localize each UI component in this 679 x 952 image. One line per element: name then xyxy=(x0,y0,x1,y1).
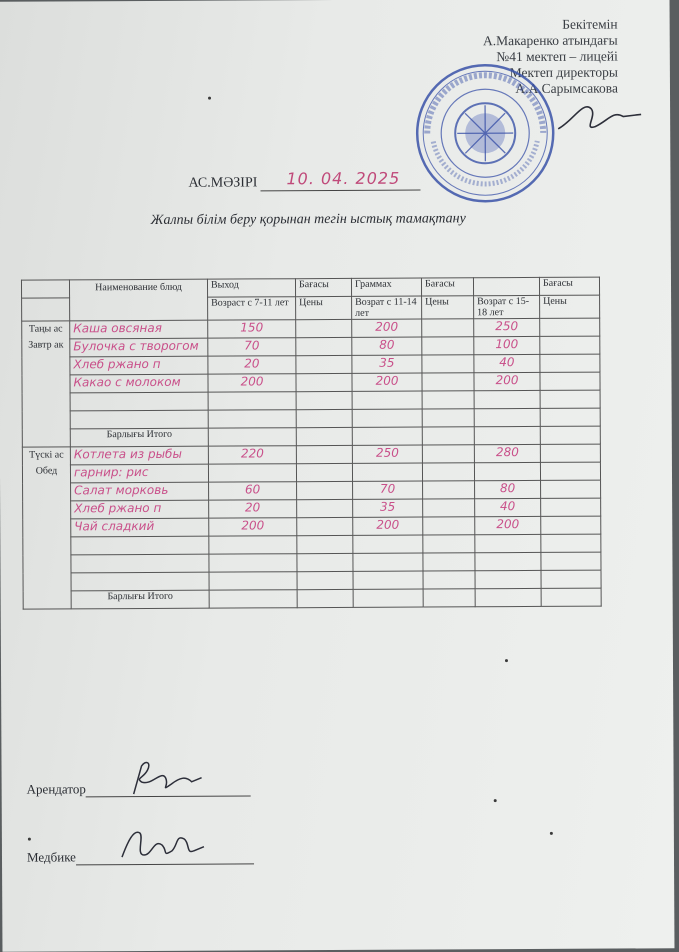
meal-header-cell xyxy=(21,280,69,298)
prices-header: Цены xyxy=(422,296,474,319)
amount-value: 70 xyxy=(211,338,292,353)
amount-value: 250 xyxy=(477,319,536,334)
amount-value: 200 xyxy=(355,320,418,335)
paper-speck xyxy=(505,659,508,662)
dish-name-cell xyxy=(70,374,208,393)
total-cell xyxy=(352,427,422,445)
amount-cell xyxy=(353,571,423,589)
amount-cell xyxy=(352,445,422,463)
amount-cell xyxy=(475,480,541,498)
menu-date: 10. 04. 2025 xyxy=(286,169,400,189)
amount-value: 80 xyxy=(355,338,418,353)
price-cell xyxy=(541,480,601,498)
meal-label: Таңы ас Завтр ак xyxy=(22,321,71,447)
dish-name: Хлеб ржано п xyxy=(74,501,161,515)
price-cell xyxy=(540,462,600,480)
amount-cell xyxy=(209,500,297,518)
amount-value: 70 xyxy=(356,482,419,497)
age-header: Возрат с 11-14 лет xyxy=(352,296,422,319)
amount-cell xyxy=(208,446,296,464)
dish-name-header: Наименование блюд xyxy=(69,279,207,321)
dish-name: гарнир: рис xyxy=(74,465,148,479)
price-cell xyxy=(423,517,475,535)
price-cell xyxy=(540,444,600,462)
dish-name-cell xyxy=(71,572,209,591)
paper-speck xyxy=(208,97,211,100)
amount-cell xyxy=(474,318,540,336)
amount-cell xyxy=(208,410,296,428)
amount-value: 20 xyxy=(212,500,293,515)
amount-value: 200 xyxy=(211,374,292,389)
total-cell xyxy=(423,589,475,607)
total-cell xyxy=(541,588,601,606)
approval-line: А.Макаренко атындағы xyxy=(483,33,618,50)
total-row xyxy=(23,588,601,609)
price-cell xyxy=(423,553,475,571)
amount-value: 200 xyxy=(355,374,418,389)
dish-name-cell xyxy=(71,482,209,501)
dish-name: Котлета из рыбы xyxy=(74,447,182,462)
amount-cell xyxy=(209,482,297,500)
price-cell xyxy=(422,355,474,373)
price-cell xyxy=(541,552,601,570)
dish-name: Хлеб ржано п xyxy=(73,357,160,371)
price-cell xyxy=(297,499,353,517)
total-cell xyxy=(474,426,540,444)
amount-cell xyxy=(352,337,422,355)
price-cell xyxy=(422,445,474,463)
dish-name-cell xyxy=(71,518,209,537)
price-cell xyxy=(540,408,600,426)
amount-cell xyxy=(353,553,423,571)
dish-name-cell xyxy=(70,392,208,411)
amount-value: 200 xyxy=(478,517,537,532)
amount-cell xyxy=(475,534,541,552)
price-cell xyxy=(422,409,474,427)
amount-cell xyxy=(353,499,423,517)
price-header: Бағасы xyxy=(421,278,473,296)
amount-cell xyxy=(474,372,540,390)
amount-cell xyxy=(474,444,540,462)
amount-cell xyxy=(209,518,297,536)
amount-value: 20 xyxy=(211,356,292,371)
menu-subtitle: Жалпы білім беру қорынан тегін ыстық тамақтану xyxy=(151,211,466,229)
official-seal-stamp xyxy=(413,61,559,207)
dish-name: Какао с молоком xyxy=(73,375,180,390)
price-cell xyxy=(296,391,352,409)
tenant-signature-icon xyxy=(121,756,211,801)
amount-value: 220 xyxy=(212,446,293,461)
price-cell xyxy=(297,535,353,553)
amount-cell xyxy=(352,355,422,373)
price-cell xyxy=(422,463,474,481)
amount-cell xyxy=(474,462,540,480)
price-cell xyxy=(297,553,353,571)
output-header: Выход xyxy=(207,279,295,297)
amount-cell xyxy=(209,554,297,572)
amount-cell xyxy=(475,516,541,534)
amount-cell xyxy=(353,481,423,499)
amount-value: 150 xyxy=(211,320,292,335)
total-label: Барлығы Итого xyxy=(70,428,208,447)
approval-line: Бекітемін xyxy=(483,17,618,34)
amount-value: 35 xyxy=(356,500,419,515)
menu-table xyxy=(21,277,602,610)
paper-speck xyxy=(494,799,497,802)
total-cell xyxy=(209,590,297,608)
price-cell xyxy=(540,390,600,408)
amount-value: 200 xyxy=(477,373,536,388)
price-cell xyxy=(296,355,352,373)
dish-name: Салат морковь xyxy=(74,483,168,497)
price-cell xyxy=(540,318,600,336)
price-cell xyxy=(297,571,353,589)
amount-cell xyxy=(352,409,422,427)
amount-cell xyxy=(474,336,540,354)
amount-cell xyxy=(208,338,296,356)
dish-name-cell xyxy=(71,554,209,573)
amount-value: 60 xyxy=(212,482,293,497)
amount-value: 40 xyxy=(477,355,536,370)
total-cell xyxy=(353,589,423,607)
paper-speck xyxy=(550,832,553,835)
dish-name-cell xyxy=(70,410,208,429)
amount-cell xyxy=(352,391,422,409)
amount-cell xyxy=(475,570,541,588)
total-cell xyxy=(297,589,353,607)
dish-name-cell xyxy=(70,446,208,465)
total-cell xyxy=(296,427,352,445)
amount-cell xyxy=(353,535,423,553)
price-cell xyxy=(296,445,352,463)
price-cell xyxy=(423,481,475,499)
price-header: Бағасы xyxy=(295,278,351,296)
dish-name: Булочка с творогом xyxy=(73,339,198,354)
dish-name-cell xyxy=(71,536,209,555)
amount-value: 35 xyxy=(355,356,418,371)
paper-speck xyxy=(28,838,31,841)
amount-value: 280 xyxy=(478,445,537,460)
dish-name-cell xyxy=(70,338,208,357)
price-cell xyxy=(541,570,601,588)
director-signature-icon xyxy=(553,90,643,140)
prices-header: Цены xyxy=(540,295,600,318)
dish-name-cell xyxy=(70,356,208,375)
total-label: Барлығы Итого xyxy=(71,590,209,609)
nurse-label: Медбике xyxy=(27,849,76,864)
grams-header: Граммах xyxy=(351,278,421,296)
price-cell xyxy=(296,463,352,481)
price-cell xyxy=(423,571,475,589)
price-cell xyxy=(423,499,475,517)
prices-header: Цены xyxy=(296,296,352,319)
price-cell xyxy=(296,409,352,427)
amount-cell xyxy=(208,464,296,482)
total-cell xyxy=(475,588,541,606)
approval-line: А.А.Сарымсакова xyxy=(483,81,618,98)
dish-name-cell xyxy=(70,320,208,339)
amount-cell xyxy=(474,390,540,408)
total-cell xyxy=(422,427,474,445)
nurse-signature-icon xyxy=(114,821,209,866)
approval-line: №41 мектеп – лицейі xyxy=(483,49,618,66)
price-cell xyxy=(422,337,474,355)
price-cell xyxy=(297,517,353,535)
amount-cell xyxy=(208,320,296,338)
blank-header xyxy=(473,277,539,295)
amount-cell xyxy=(209,536,297,554)
price-cell xyxy=(422,391,474,409)
price-cell xyxy=(296,373,352,391)
amount-value: 200 xyxy=(212,518,293,533)
amount-cell xyxy=(209,572,297,590)
amount-cell xyxy=(208,356,296,374)
amount-value: 40 xyxy=(478,499,537,514)
price-cell xyxy=(422,319,474,337)
menu-title-label: АС.МӘЗІРІ xyxy=(188,175,257,190)
amount-cell xyxy=(475,498,541,516)
amount-cell xyxy=(208,374,296,392)
amount-cell xyxy=(352,373,422,391)
price-cell xyxy=(297,481,353,499)
price-header: Бағасы xyxy=(539,277,599,295)
amount-cell xyxy=(475,552,541,570)
meal-header-cell xyxy=(22,298,70,321)
amount-value: 200 xyxy=(356,518,419,533)
amount-value: 80 xyxy=(478,481,537,496)
amount-value: 250 xyxy=(356,446,419,461)
price-cell xyxy=(541,534,601,552)
total-cell xyxy=(540,426,600,444)
dish-name-cell xyxy=(71,500,209,519)
tenant-label: Арендатор xyxy=(27,781,86,796)
amount-cell xyxy=(352,319,422,337)
dish-name: Каша овсяная xyxy=(73,321,162,335)
amount-cell xyxy=(208,392,296,410)
amount-value: 100 xyxy=(477,337,536,352)
price-cell xyxy=(541,516,601,534)
dish-name-cell xyxy=(70,464,208,483)
age-header: Возраст с 7-11 лет xyxy=(208,297,296,320)
price-cell xyxy=(540,354,600,372)
price-cell xyxy=(296,337,352,355)
price-cell xyxy=(423,535,475,553)
dish-name: Чай сладкий xyxy=(74,519,154,533)
price-cell xyxy=(422,373,474,391)
price-cell xyxy=(540,372,600,390)
amount-cell xyxy=(474,354,540,372)
price-cell xyxy=(540,336,600,354)
approval-line: Мектеп директоры xyxy=(483,65,618,82)
age-header: Возрат с 15-18 лет xyxy=(474,295,540,318)
meal-label: Түскі ас Обед xyxy=(22,447,71,609)
total-cell xyxy=(208,428,296,446)
amount-cell xyxy=(352,463,422,481)
amount-cell xyxy=(474,408,540,426)
amount-cell xyxy=(353,517,423,535)
price-cell xyxy=(296,319,352,337)
price-cell xyxy=(541,498,601,516)
